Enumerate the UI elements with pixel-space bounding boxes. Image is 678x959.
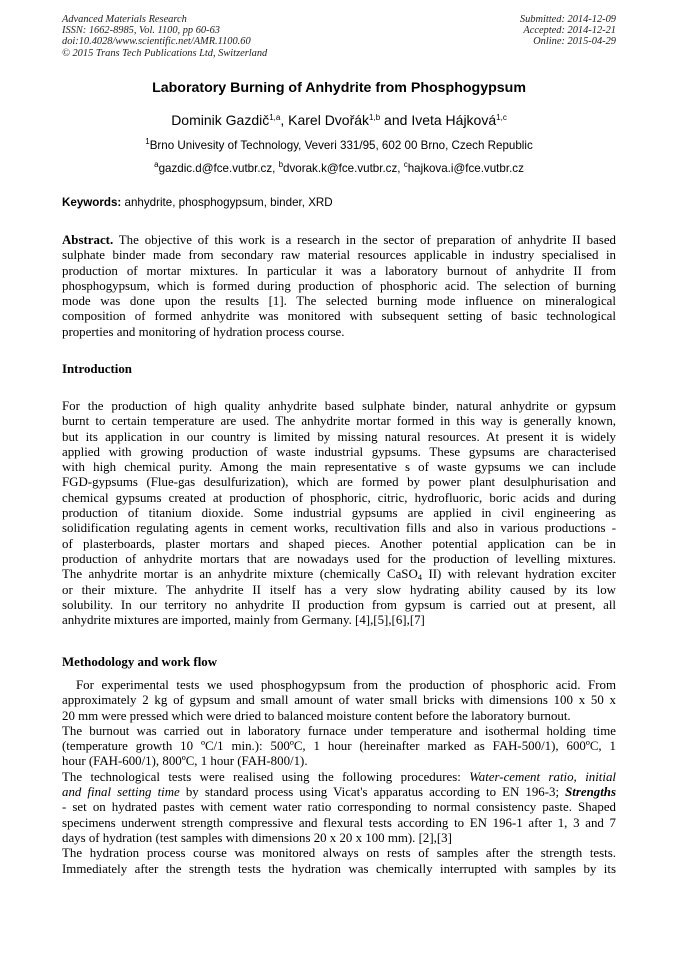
- body-line: of plasterboards, plaster mortars and shaped pieces. Another potential application can be in: [62, 536, 616, 551]
- body-line: 20 mm were pressed which were dried to balanced moisture content before the laboratory burnout.: [62, 708, 571, 723]
- body-line: solidification regulating agents in cement works, recultivation fills and also in various productions -: [62, 521, 616, 536]
- abstract: [62, 233, 616, 340]
- body-line: production of titanium dioxide. Some industrial gypsums are applied in civil engineering as: [62, 506, 616, 521]
- body-line: or their mixture. The anhydrite II itself has a very slow hydrating ability caused by its low: [62, 582, 616, 597]
- body-line: anhydrite mixtures are imported, mainly from Germany. [4],[5],[6],[7]: [62, 613, 425, 628]
- issn: ISSN: 1662-8985, Vol. 1100, pp 60-63: [62, 25, 220, 37]
- affiliation-text: Brno Univesity of Technology, Veveri 331/95, 602 00 Brno, Czech Republic: [149, 139, 533, 152]
- abstract-line: sulphate binder made from secondary raw material resources applicable in industry specialised in: [62, 248, 616, 263]
- abstract-line: production of mortar mixtures. In particular it was a laboratory burnout of anhydrite II from: [62, 263, 616, 278]
- online-date: Online: 2015-04-29: [533, 36, 616, 48]
- dates-info: [396, 14, 616, 48]
- email-superscript: b: [278, 160, 284, 169]
- author-name: Iveta Hájková: [411, 112, 497, 128]
- author-name: Dominik Gazdič: [171, 112, 270, 128]
- abstract-line: composition of formed anhydrite was monitored with subsequent setting of basic technological: [62, 309, 616, 324]
- body-line: with high chemical purity. Among the main representative s of waste gypsums we can include: [62, 460, 616, 475]
- body-line: burnt to certain temperature are used. The anhydrite mortar formed in this way is generally known,: [62, 414, 616, 429]
- author-superscript: 1,a: [269, 113, 281, 122]
- body-line: For experimental tests we used phosphogypsum from the production of phosphoric acid. From: [76, 678, 616, 692]
- methodology-body: [62, 678, 616, 877]
- body-line: approximately 2 kg of gypsum and small amount of water small bricks with dimensions 100 x 50 x: [62, 693, 616, 708]
- email-address: dvorak.k@fce.vutbr.cz,: [283, 162, 404, 175]
- body-line: For the production of high quality anhydrite based sulphate binder, natural anhydrite or gypsum: [62, 399, 616, 413]
- body-line: chemical gypsums created at production of phosphoric, citric, hydrofluoric, boric acids and during: [62, 490, 616, 505]
- body-line: The anhydrite mortar is an anhydrite mixture (chemically CaSO$_4$ II) with relevant hydration exciter: [62, 567, 616, 583]
- body-line: solubility. In our territory no anhydrite II production from gypsum is carried out at present, all: [62, 597, 616, 612]
- italic-text: Water-cement ratio, initial: [469, 769, 616, 784]
- methodology-heading: Methodology and work flow: [62, 655, 218, 669]
- abstract-label: Abstract.: [62, 233, 114, 247]
- introduction-body: [62, 399, 616, 628]
- body-line: The burnout was carried out in laboratory furnace under temperature and isothermal holding time: [62, 723, 616, 738]
- email-address: hajkova.i@fce.vutbr.cz: [407, 162, 524, 175]
- keywords-text: anhydrite, phosphogypsum, binder, XRD: [121, 196, 333, 209]
- body-line: FGD-gypsums (Flue-gas desulfurization), which are formed by power plant desulphurisation and: [62, 475, 616, 490]
- body-line: and final setting time by standard process using Vicat's apparatus according to EN 196-3; Strengths: [62, 785, 616, 800]
- keywords-label: Keywords:: [62, 196, 122, 209]
- author-superscript: 1,b: [369, 113, 381, 122]
- introduction-heading: Introduction: [62, 362, 132, 376]
- body-line: (temperature growth 10 ºC/1 min.): 500ºC, 1 hour (hereinafter marked as FAH-500/1), 600ºC, 1: [62, 739, 616, 754]
- body-line: Immediately after the strength tests the hydration was chemically interrupted with samples by its: [62, 861, 616, 876]
- affiliation-superscript: 1: [145, 137, 150, 146]
- author-separator: and: [380, 112, 412, 128]
- body-line: but its application in our country is limited by missing natural resources. At present it is widely: [62, 429, 616, 444]
- body-line: The hydration process course was monitored always on rests of samples after the strength tests.: [62, 846, 616, 861]
- body-line: hour (FAH-600/1), 800ºC, 1 hour (FAH-800/1).: [62, 754, 308, 769]
- subscript: 4: [417, 572, 423, 583]
- body-line: days of hydration (test samples with dimensions 20 x 20 x 100 mm). [2],[3]: [62, 830, 452, 845]
- journal-name: Advanced Materials Research: [62, 14, 187, 25]
- abstract-line: phosphogypsum, which is formed during production of phosphoric acid. The selection of burning: [62, 278, 616, 293]
- italic-text: and final setting time: [62, 785, 180, 800]
- keywords: [62, 196, 616, 209]
- publication-info: [62, 14, 392, 59]
- body-line: applied with growing production of waste industrial gypsums. These gypsums are characterised: [62, 444, 616, 459]
- accepted-date: Accepted: 2014-12-21: [523, 25, 616, 37]
- author-superscript: 1,c: [496, 113, 507, 122]
- copyright: © 2015 Trans Tech Publications Ltd, Switzerland: [62, 47, 268, 59]
- abstract-line: mode was done upon the results [1]. The selected burning mode influence on mineralogical: [62, 294, 616, 309]
- affiliation: [0, 139, 678, 152]
- email-superscript: c: [403, 160, 408, 169]
- email-superscript: a: [154, 160, 159, 169]
- paper-title: Laboratory Burning of Anhydrite from Phosphogypsum: [152, 80, 526, 96]
- doi: doi:10.4028/www.scientific.net/AMR.1100.60: [62, 36, 251, 48]
- author-separator: ,: [280, 112, 289, 128]
- body-line: specimens underwent strength compressive and flexural tests according to EN 196-1 after 1, 3 and 7: [62, 815, 616, 830]
- submitted-date: Submitted: 2014-12-09: [519, 14, 616, 25]
- body-line: The technological tests were realised using the following procedures: Water-cement ratio, initial: [62, 769, 616, 784]
- abstract-line: properties and monitoring of hydration process course.: [62, 324, 345, 339]
- author-name: Karel Dvořák: [288, 112, 370, 128]
- body-line: - set on hydrated pastes with cement water ratio corresponding to normal consistency paste. Shaped: [62, 800, 616, 815]
- email-address: gazdic.d@fce.vutbr.cz,: [158, 162, 279, 175]
- email-list: [0, 162, 678, 175]
- bold-italic-text: Strengths: [565, 785, 616, 800]
- abstract-line: Abstract. The objective of this work is a research in the sector of preparation of anhydrite II based: [62, 233, 616, 247]
- body-line: production of anhydrite mortars that are nowadays used for the production of levelling mixtures.: [62, 551, 616, 566]
- author-list: [0, 112, 678, 128]
